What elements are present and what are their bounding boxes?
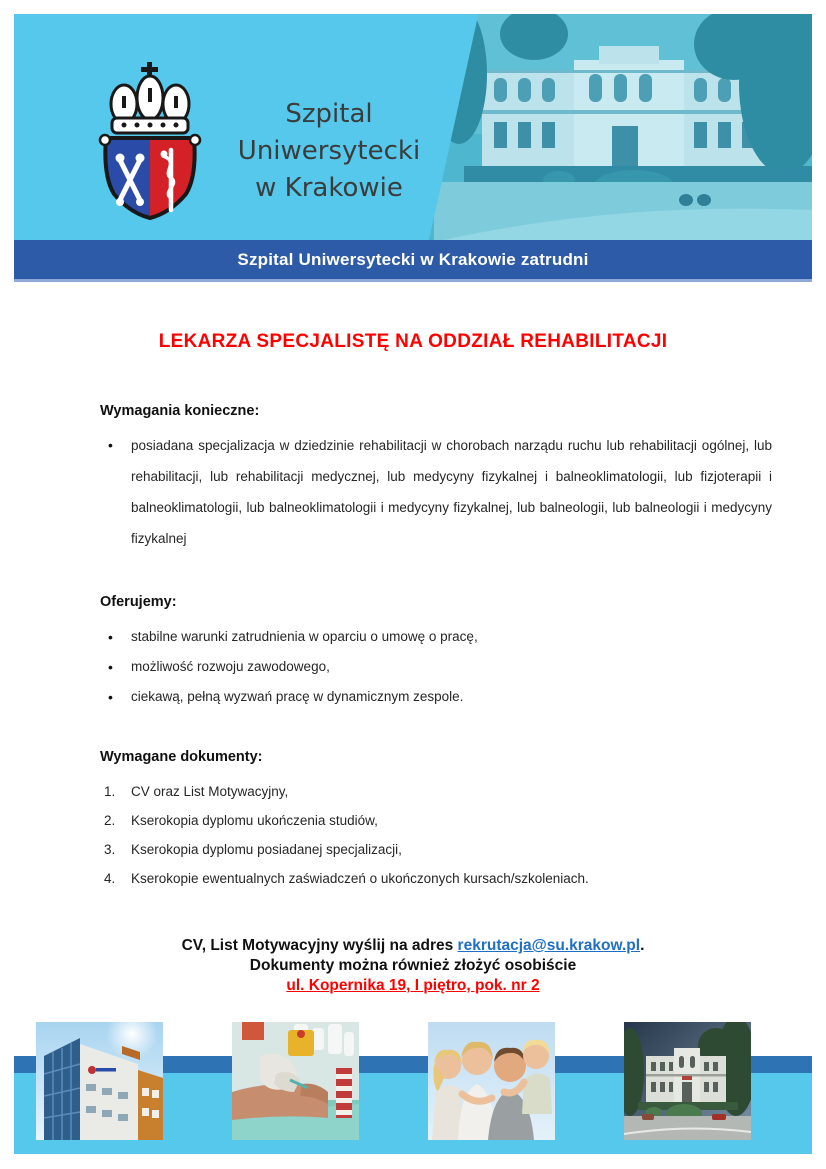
bullet-icon: • xyxy=(108,629,113,645)
blood-draw-photo xyxy=(232,1022,359,1140)
documents-list xyxy=(100,777,772,893)
list-item xyxy=(100,622,772,652)
offer-heading: Oferujemy: xyxy=(100,594,177,610)
document-item-text: Kserokopie ewentualnych zaświadczeń o ukończonych kursach/szkoleniach. xyxy=(131,871,589,886)
hospital-logo-text xyxy=(204,96,454,207)
list-item xyxy=(100,777,772,806)
offer-list xyxy=(100,622,772,712)
item-number: 4. xyxy=(104,871,116,886)
logo-line-1: Szpital xyxy=(285,99,373,129)
bullet-icon: • xyxy=(108,659,113,675)
logo-line-2: Uniwersytecki xyxy=(237,136,421,166)
offer-item-text: ciekawą, pełną wyzwań pracę w dynamicznym zespole. xyxy=(131,689,464,704)
contact-block xyxy=(0,936,826,996)
header xyxy=(14,14,812,240)
item-number: 3. xyxy=(104,842,116,857)
requirements-item-text: posiadana specjalizacja w dziedzinie rehabilitacji w chorobach narządu ruchu lub rehabilitacji ogólnej, lub rehabilitacji, lub rehabilitacji medycznej, lub medycyny fizykalnej i balneoklimatologii, lub fizjoterapii i balneoklimatologii, lub balneoklimatologii i medycyny fizykalnej, lub balneologii, lub balneologii i medycyny fizykalnej xyxy=(131,438,772,546)
section-requirements xyxy=(100,403,772,554)
list-item xyxy=(100,652,772,682)
offer-item-text: możliwość rozwoju zawodowego, xyxy=(131,659,330,674)
document-item-text: Kserokopia dyplomu posiadanej specjalizacji, xyxy=(131,842,402,857)
contact-line-3 xyxy=(0,976,826,996)
list-item xyxy=(100,682,772,712)
job-title: LEKARZA SPECJALISTĘ NA ODDZIAŁ REHABILITACJI xyxy=(158,331,668,352)
section-offer xyxy=(100,594,772,712)
address-link[interactable]: ul. Kopernika 19, I piętro, pok. nr 2 xyxy=(286,977,540,994)
list-item xyxy=(100,835,772,864)
offer-item-text: stabilne warunki zatrudnienia w oparciu o umowę o pracę, xyxy=(131,629,478,644)
contact-line1-suffix: . xyxy=(640,937,645,954)
document-item-text: Kserokopia dyplomu ukończenia studiów, xyxy=(131,813,378,828)
logo-line-3: w Krakowie xyxy=(255,173,403,203)
modern-hospital-building-photo xyxy=(36,1022,163,1140)
family-photo xyxy=(428,1022,555,1140)
contact-line-1 xyxy=(0,936,826,956)
item-number: 1. xyxy=(104,784,116,799)
banner-text: Szpital Uniwersytecki w Krakowie zatrudni xyxy=(237,250,589,269)
section-documents xyxy=(100,749,772,893)
requirements-item xyxy=(100,430,772,554)
bullet-icon: • xyxy=(108,437,113,453)
contact-line1-prefix: CV, List Motywacyjny wyślij na adres xyxy=(181,937,458,954)
bullet-icon: • xyxy=(108,689,113,705)
document-item-text: CV oraz List Motywacyjny, xyxy=(131,784,289,799)
contact-line-2: Dokumenty można również złożyć osobiście xyxy=(249,957,577,974)
email-link[interactable]: rekrutacja@su.krakow.pl xyxy=(457,937,641,954)
documents-heading: Wymagane dokumenty: xyxy=(100,749,263,765)
requirements-heading: Wymagania konieczne: xyxy=(100,403,260,419)
banner xyxy=(14,240,812,282)
list-item xyxy=(100,864,772,893)
list-item xyxy=(100,806,772,835)
historic-hospital-building-photo-small xyxy=(624,1022,751,1140)
item-number: 2. xyxy=(104,813,116,828)
